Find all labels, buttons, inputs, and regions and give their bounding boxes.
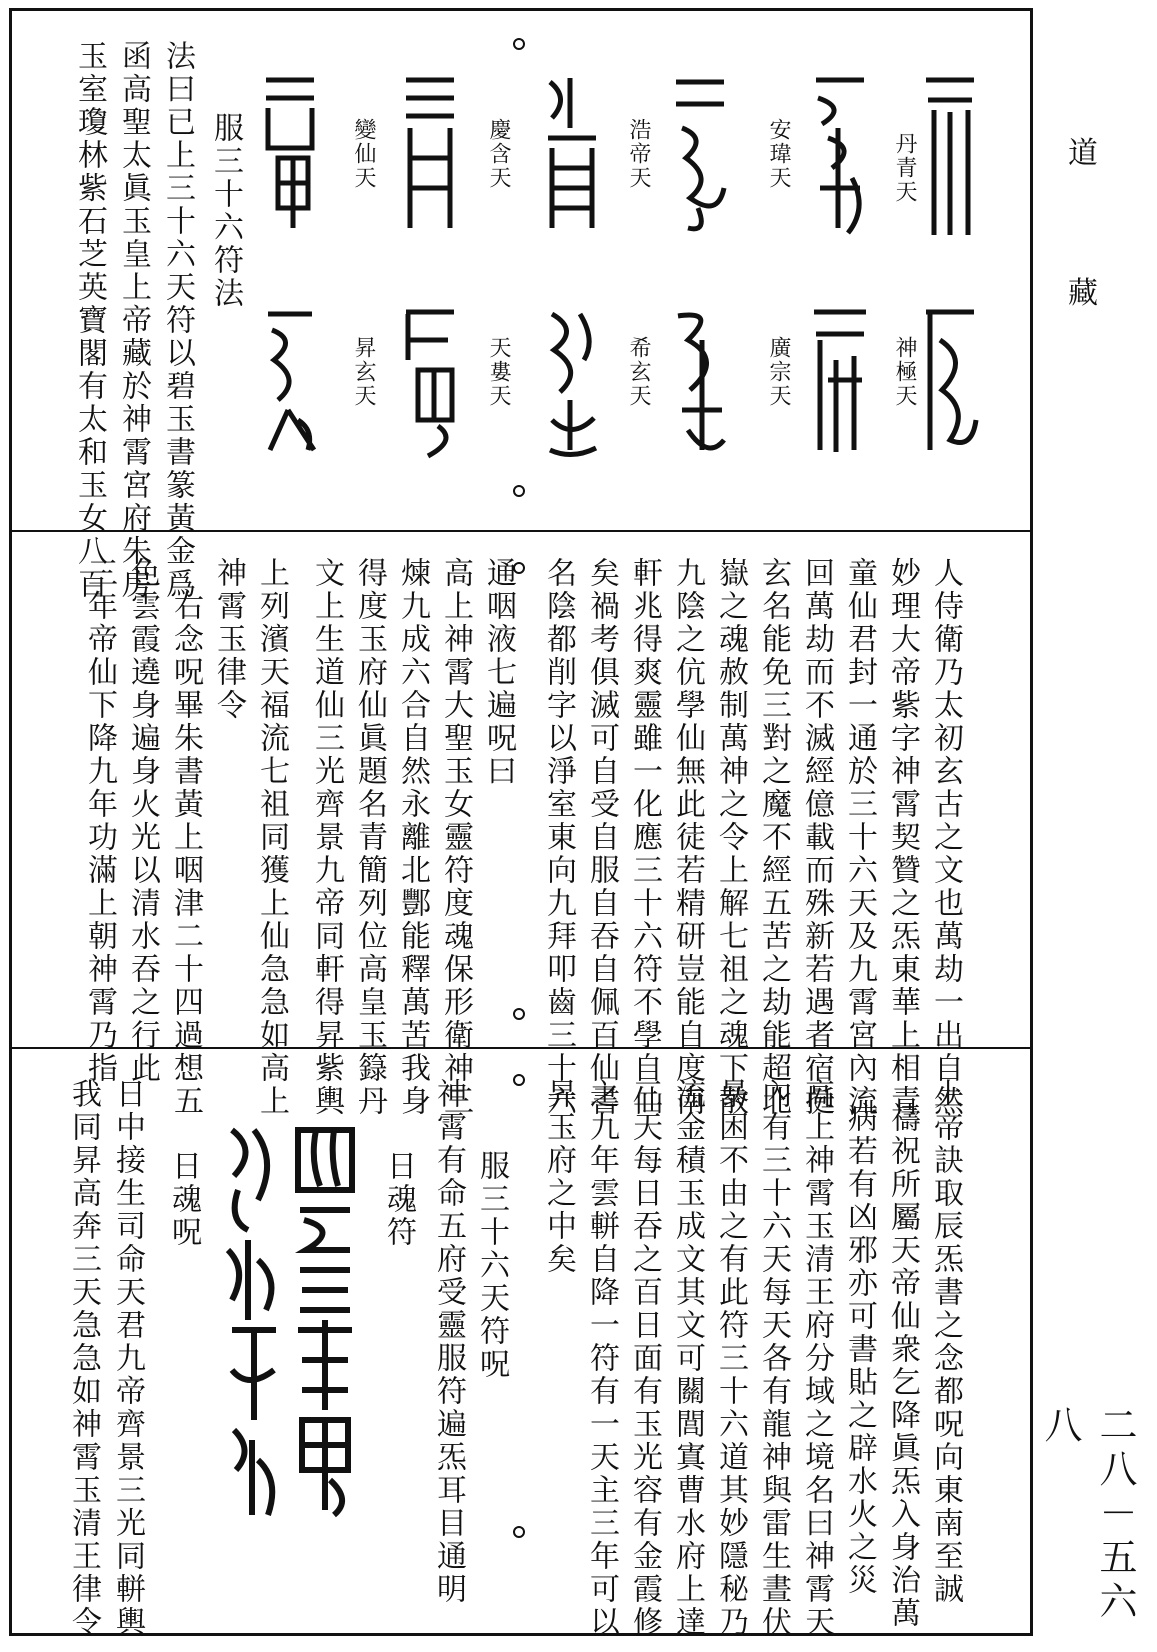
text-column: 高上神霄玉清王府分域之境名曰神霄天 [799, 1078, 834, 1639]
text-column: 文上生道仙三光齊景九帝同軒得昇紫輿 [309, 557, 344, 1118]
text-column: 神霄玉律令 [211, 557, 246, 722]
text-column: 童仙君封一通於三十六天及九霄宮內流 [842, 557, 877, 1118]
talisman-glyph [258, 300, 322, 460]
text-column: 我同昇高奔三天急急如神霄玉清王律令 [66, 1078, 101, 1639]
text-column: 回萬劫而不滅經億載而殊新若遇者宿挺 [799, 557, 834, 1118]
text-column: 昇玉府之中矣 [541, 1078, 576, 1276]
text-column: 病若有凶邪亦可書貼之辟水火之災 [842, 1102, 877, 1597]
page-number: 二八－五六八 [1038, 1405, 1137, 1625]
talisman-glyph [808, 300, 872, 460]
talisman-label: 慶含天 [486, 118, 511, 190]
margin-top-char: 道 [1068, 136, 1098, 171]
text-column: 嶽之魂赦制萬神之令上解七祖之魂下散 [713, 557, 748, 1118]
text-column: 禱祝所屬天帝仙衆乞降眞炁入身治萬 [885, 1102, 920, 1630]
talisman-glyph [540, 68, 604, 238]
talisman-glyph [258, 68, 322, 238]
text-column: 軒兆得爽靈雖一化應三十六符不學自仙 [627, 557, 662, 1118]
text-column: 內有三十六天每天各有龍神與雷生晝伏 [756, 1078, 791, 1639]
talisman-label: 希玄天 [626, 336, 651, 408]
text-column: 三年帝仙下降九年功滿上朝神霄乃指 [82, 557, 117, 1085]
text-column: 函高聖太眞玉皇上帝藏於神霄宮府朱房 [116, 40, 151, 601]
talisman-glyph [540, 300, 604, 460]
text-column: 玉室瓊林紫石芝英寶閣有太和玉女八百 [72, 40, 107, 601]
talisman-glyph [290, 1120, 360, 1520]
text-column: 暴困不由之有此符三十六道其妙隱秘乃 [713, 1078, 748, 1639]
talisman-glyph [398, 68, 462, 238]
text-column: 煉九成六合自然永離北酆能釋萬苦我身 [395, 557, 430, 1118]
talisman-label: 丹青天 [892, 132, 917, 204]
text-column: 得度玉府仙眞題名青簡列位高皇玉籙丹 [352, 557, 387, 1118]
talisman-glyph [668, 68, 732, 238]
talisman-label: 安瑋天 [766, 118, 791, 190]
text-column: 日中接生司命天君九帝齊景三光同軿輿 [110, 1078, 145, 1639]
text-column: 日魂符 [381, 1150, 416, 1249]
text-column: 服三十六天符呪 [474, 1150, 509, 1381]
band-divider-2 [9, 1047, 1033, 1049]
talisman-label: 廣宗天 [766, 336, 791, 408]
text-column: 通咽液七遍呪曰 [481, 557, 516, 788]
talisman-glyph [920, 300, 980, 460]
margin-mid-char: 藏 [1068, 276, 1098, 311]
text-column: 上列濱天福流七祖同獲上仙急急如高上 [254, 557, 289, 1118]
text-column: 色雲霞遶身遍身火光以清水吞之行此 [125, 557, 160, 1085]
circle-mark [513, 1008, 525, 1020]
talisman-glyph [920, 70, 980, 240]
circle-mark [513, 1526, 525, 1538]
text-column: 神霄有命五府受靈服符遍炁耳目通明 [431, 1078, 466, 1606]
text-column: 日魂呪 [166, 1150, 201, 1249]
text-column: 之九年雲軿自降一符有一天主三年可以 [584, 1078, 619, 1639]
text-column: 法曰已上三十六天符以碧玉書篆黃金爲 [160, 40, 195, 601]
talisman-label: 浩帝天 [626, 118, 651, 190]
text-column: 名陰都削字以淨室東向九拜叩齒三十六 [541, 557, 576, 1118]
talisman-glyph [398, 300, 462, 460]
text-column: 玄名能免三對之魔不經五苦之劫能超北 [756, 557, 791, 1118]
text-column: 右念呪畢朱書黃上咽津二十四過想五 [168, 590, 203, 1118]
talisman-label: 昇玄天 [351, 336, 376, 408]
text-column: 矣禍考俱滅可自受自服自吞自佩百仙書 [584, 557, 619, 1118]
text-column: 三天每日吞之百日面有玉光容有金霞修 [627, 1078, 662, 1639]
circle-mark [513, 1074, 525, 1086]
text-column: 上帝訣取辰炁書之念都呪向東南至誠 [928, 1078, 963, 1606]
talisman-glyph [808, 68, 872, 238]
circle-mark [513, 485, 525, 497]
talisman-glyph [218, 1120, 288, 1520]
circle-mark [513, 38, 525, 50]
text-column: 人侍衛乃太初玄古之文也萬劫一出自然 [928, 557, 963, 1118]
talisman-label: 神極天 [892, 336, 917, 408]
talisman-label: 變仙天 [351, 118, 376, 190]
talisman-label: 天婁天 [486, 336, 511, 408]
text-column: 妙理大帝紫字神霄契贊之炁東華上相青 [885, 557, 920, 1118]
text-column: 高上神霄大聖玉女靈符度魂保形衛神三 [438, 557, 473, 1118]
talisman-glyph [668, 300, 732, 460]
text-column: 流金積玉成文其文可關閭寘曹水府上達 [670, 1078, 705, 1639]
text-column: 九陰之伉學仙無此徒若精研豈能自度南 [670, 557, 705, 1118]
method-title: 服三十六符法 [208, 112, 243, 310]
